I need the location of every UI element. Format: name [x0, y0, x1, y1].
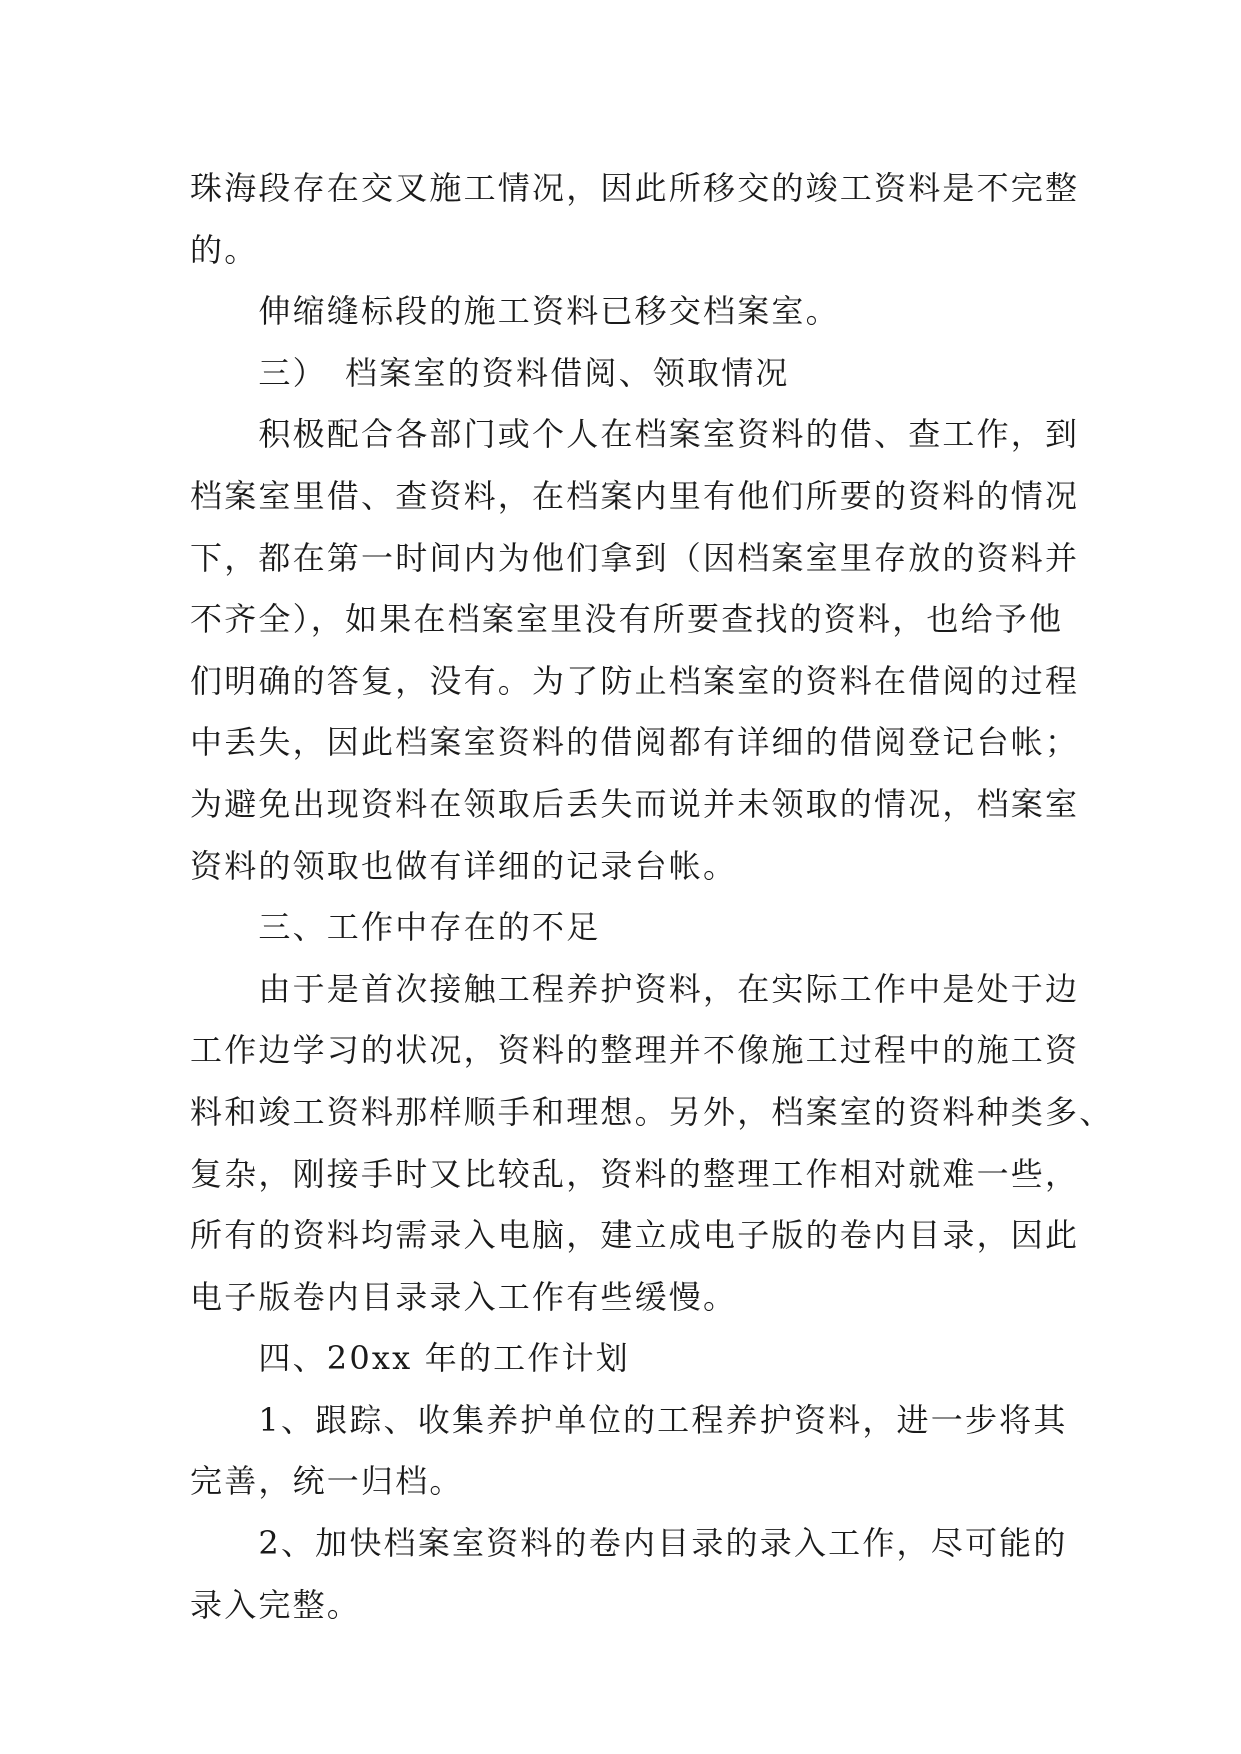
text-line: 积极配合各部门或个人在档案室资料的借、查工作，到 [190, 415, 1080, 454]
list-item: 录入完整。 [190, 1585, 362, 1624]
text-line: 复杂，刚接手时又比较乱，资料的整理工作相对就难一些， [190, 1154, 1080, 1193]
list-item: 完善，统一归档。 [190, 1462, 464, 1501]
section-heading: 四、20xx 年的工作计划 [190, 1339, 630, 1378]
section-heading: 三） 档案室的资料借阅、领取情况 [190, 353, 790, 392]
text-line: 为避免出现资料在领取后丢失而说并未领取的情况，档案室 [190, 784, 1080, 823]
text-line: 伸缩缝标段的施工资料已移交档案室。 [190, 292, 840, 331]
text-line: 所有的资料均需录入电脑，建立成电子版的卷内目录，因此 [190, 1216, 1080, 1255]
text-line: 中丢失，因此档案室资料的借阅都有详细的借阅登记台帐； [190, 723, 1080, 762]
section-heading: 三、工作中存在的不足 [190, 908, 601, 947]
text-line: 的。 [190, 230, 259, 269]
list-item: 2、加快档案室资料的卷内目录的录入工作，尽可能的 [190, 1524, 1068, 1563]
text-line: 们明确的答复，没有。为了防止档案室的资料在借阅的过程 [190, 661, 1080, 700]
text-line: 电子版卷内目录录入工作有些缓慢。 [190, 1277, 738, 1316]
text-line: 下，都在第一时间内为他们拿到（因档案室里存放的资料并 [190, 538, 1080, 577]
text-line: 工作边学习的状况，资料的整理并不像施工过程中的施工资 [190, 1031, 1080, 1070]
text-line: 珠海段存在交叉施工情况，因此所移交的竣工资料是不完整 [190, 169, 1080, 207]
text-line: 由于是首次接触工程养护资料，在实际工作中是处于边 [190, 969, 1080, 1008]
text-line: 资料的领取也做有详细的记录台帐。 [190, 846, 738, 885]
text-line: 档案室里借、查资料，在档案内里有他们所要的资料的情况 [190, 476, 1080, 515]
document-body [190, 158, 1114, 1636]
list-item: 1、跟踪、收集养护单位的工程养护资料，进一步将其 [190, 1400, 1068, 1439]
text-line: 不齐全），如果在档案室里没有所要查找的资料，也给予他 [190, 600, 1064, 639]
text-line: 料和竣工资料那样顺手和理想。另外，档案室的资料种类多、 [190, 1092, 1114, 1131]
